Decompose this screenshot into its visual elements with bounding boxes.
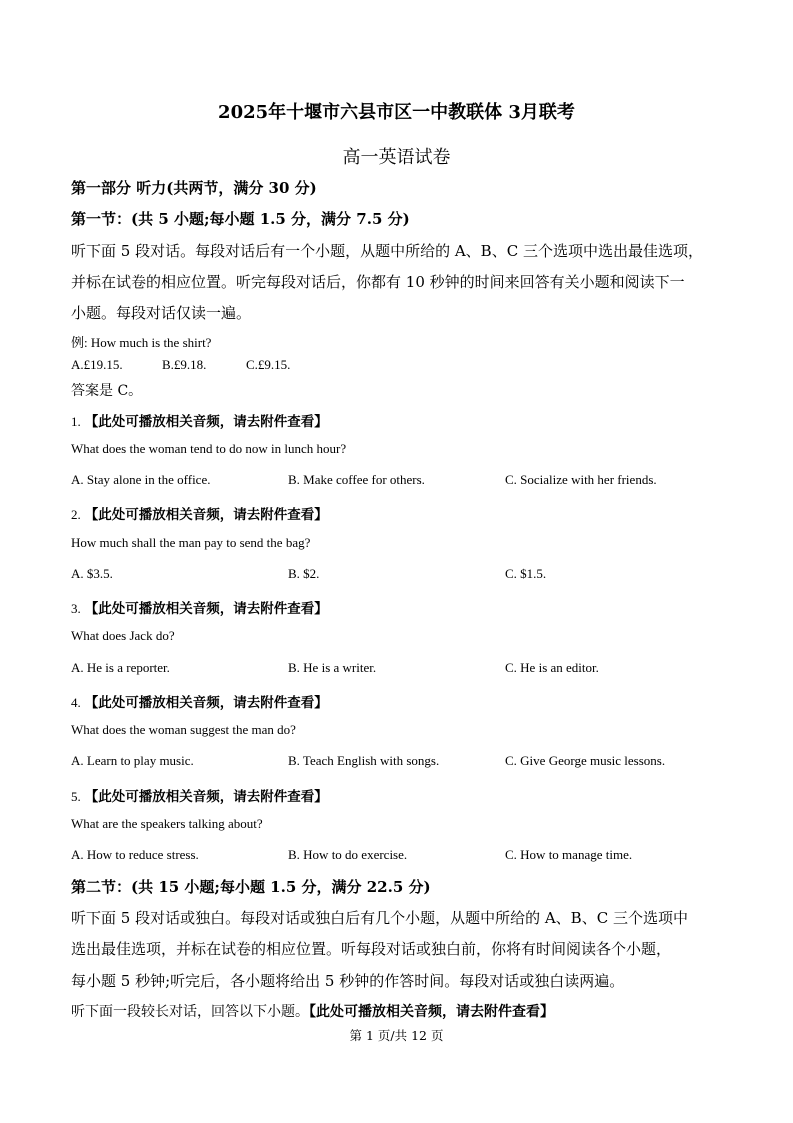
question-number: 4.	[71, 695, 81, 710]
example-answer: 答案是 C。	[71, 383, 143, 399]
question-3-option-a: A. He is a reporter.	[71, 660, 170, 675]
question-3-text: What does Jack do?	[71, 628, 175, 643]
question-5-option-b: B. How to do exercise.	[288, 847, 408, 862]
question-3-option-c: C. He is an editor.	[505, 660, 599, 675]
audio-placeholder-link[interactable]: 【此处可播放相关音频，请去附件查看】	[84, 601, 328, 617]
question-1-option-a: A. Stay alone in the office.	[71, 472, 211, 487]
audio-placeholder-link[interactable]: 【此处可播放相关音频，请去附件查看】	[84, 507, 328, 523]
long-dialogue-instruction	[71, 1001, 554, 1021]
section1-heading: 第一节：(共 5 小题;每小题 1.5 分，满分 7.5 分)	[71, 210, 410, 228]
question-3-audio-row	[71, 597, 328, 618]
question-5-option-a: A. How to reduce stress.	[71, 847, 199, 862]
question-2-option-b: B. $2.	[288, 566, 320, 581]
audio-placeholder-link[interactable]: 【此处可播放相关音频，请去附件查看】	[309, 1004, 554, 1020]
long-dialogue-prefix: 听下面一段较长对话，回答以下小题。	[71, 1004, 309, 1020]
example-question: 例: How much is the shirt?	[71, 335, 212, 350]
question-5-audio-row	[71, 785, 328, 806]
audio-placeholder-link[interactable]: 【此处可播放相关音频，请去附件查看】	[84, 789, 328, 805]
instruction-line-3: 小题。每段对话仅读一遍。	[71, 304, 252, 322]
question-5-option-c: C. How to manage time.	[505, 847, 633, 862]
exam-subtitle: 高一英语试卷	[342, 147, 451, 168]
section2-heading: 第二节：(共 15 小题;每小题 1.5 分，满分 22.5 分)	[71, 878, 431, 896]
question-4-option-b: B. Teach English with songs.	[288, 753, 440, 768]
question-number: 5.	[71, 789, 81, 804]
question-4-option-a: A. Learn to play music.	[71, 753, 194, 768]
section2-instruction-1: 听下面 5 段对话或独白。每段对话或独白后有几个小题，从题中所给的 A、B、C 三个选项中	[71, 909, 688, 927]
part1-heading: 第一部分 听力(共两节，满分 30 分)	[71, 179, 317, 197]
example-option-c: C.£9.15.	[246, 357, 291, 372]
question-1-option-b: B. Make coffee for others.	[288, 472, 425, 487]
question-number: 3.	[71, 601, 81, 616]
section2-instruction-3: 每小题 5 秒钟;听完后，各小题将给出 5 秒钟的作答时间。每段对话或独白读两遍。	[71, 972, 625, 990]
question-number: 2.	[71, 507, 81, 522]
question-2-option-c: C. $1.5.	[505, 566, 547, 581]
question-2-text: How much shall the man pay to send the bag?	[71, 535, 311, 550]
question-4-text: What does the woman suggest the man do?	[71, 722, 296, 737]
question-2-option-a: A. $3.5.	[71, 566, 113, 581]
question-number: 1.	[71, 414, 81, 429]
exam-title: 2025年十堰市六县市区一中教联体 3月联考	[218, 102, 575, 123]
question-3-option-b: B. He is a writer.	[288, 660, 377, 675]
instruction-line-1: 听下面 5 段对话。每段对话后有一个小题，从题中所给的 A、B、C 三个选项中选出最佳选项，	[71, 242, 703, 260]
example-option-b: B.£9.18.	[162, 357, 207, 372]
question-4-option-c: C. Give George music lessons.	[505, 753, 666, 768]
question-1-audio-row	[71, 410, 328, 431]
question-2-audio-row	[71, 503, 328, 524]
page-footer: 第 1 页/共 12 页	[349, 1028, 444, 1043]
question-1-text: What does the woman tend to do now in lunch hour?	[71, 441, 347, 456]
audio-placeholder-link[interactable]: 【此处可播放相关音频，请去附件查看】	[84, 695, 328, 711]
question-4-audio-row	[71, 691, 328, 712]
question-1-option-c: C. Socialize with her friends.	[505, 472, 657, 487]
example-option-a: A.£19.15.	[71, 357, 123, 372]
instruction-line-2: 并标在试卷的相应位置。听完每段对话后，你都有 10 秒钟的时间来回答有关小题和阅读下一	[71, 273, 685, 291]
audio-placeholder-link[interactable]: 【此处可播放相关音频，请去附件查看】	[84, 414, 328, 430]
section2-instruction-2: 选出最佳选项，并标在试卷的相应位置。听每段对话或独白前，你将有时间阅读各个小题，	[71, 940, 672, 958]
question-5-text: What are the speakers talking about?	[71, 816, 263, 831]
